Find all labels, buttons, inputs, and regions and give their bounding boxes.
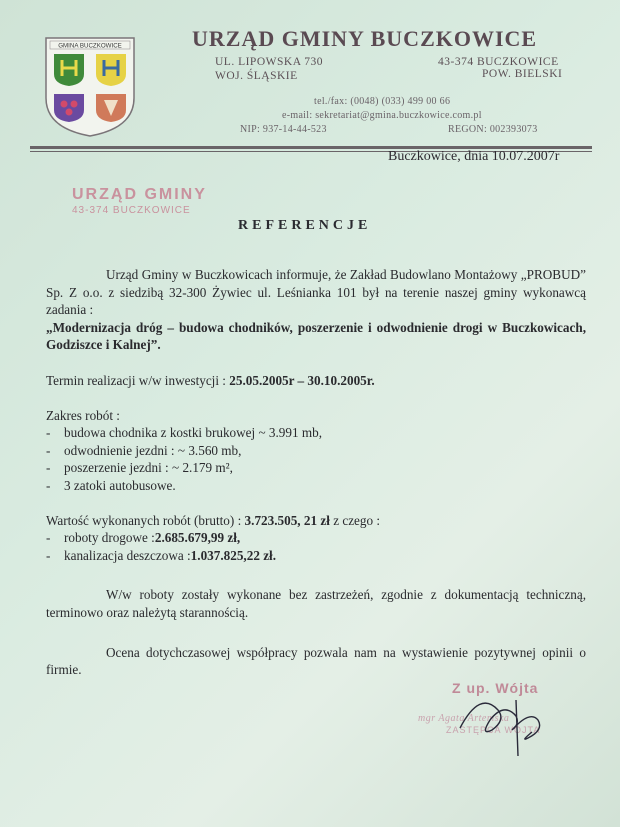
scope-item: 3 zatoki autobusowe. [64,477,176,493]
stamp-line-2: 43-374 BUCZKOWICE [72,205,191,216]
scope-label: Zakres robót : [46,407,120,423]
closing-paragraph-1: W/w roboty zostały wykonane bez zastrzeżeń, zgodnie z dokumentacją techniczną, terminowo oraz należytą starannością. [46,587,586,620]
list-item: - odwodnienie jezdni : ~ 3.560 mb, [46,442,242,458]
task-name: „Modernizacja dróg – budowa chodników, poszerzenie i odwodnienie drogi w Buczkowicach, Godziszce i Kalnej”. [46,319,586,353]
signatory-role: ZASTĘPCA WÓJTA [446,725,541,735]
address-street: UL. LIPOWSKA 730 [215,56,323,68]
list-item: - poszerzenie jezdni : ~ 2.179 m², [46,460,233,476]
signature-title: Z up. Wójta [452,680,539,696]
contact-phone: tel./fax: (0048) (033) 499 00 66 [314,96,451,107]
breakdown-label: kanalizacja deszczowa : [64,547,191,563]
breakdown-label: roboty drogowe : [64,530,155,546]
address-postal-city: 43-374 BUCZKOWICE [438,56,559,68]
term-value: 25.05.2005r – 30.10.2005r. [229,372,375,388]
municipality-crest-icon [44,36,136,138]
breakdown-amount: 2.685.679,99 zł, [154,530,241,546]
address-county: POW. BIELSKI [482,68,563,80]
office-stamp [72,186,207,216]
document-heading: REFERENCJE [238,218,372,233]
crest-label: GMINA BUCZKOWICE [58,42,122,50]
document-date: Buczkowice, dnia 10.07.2007r [388,149,560,164]
list-item: - 3 zatoki autobusowe. [46,477,176,493]
term-label: Termin realizacji w/w inwestycji : [46,372,230,388]
scope-item: budowa chodnika z kostki brukowej ~ 3.991 mb, [64,425,323,441]
scope-item: odwodnienie jezdni : ~ 3.560 mb, [64,442,242,458]
intro-paragraph: Urząd Gminy w Buczkowicach informuje, że Zakład Budowlano Montażowy „PROBUD” Sp. Z o.o. z siedzibą 32-300 Żywiec ul. Leśnianka 101 był na terenie naszej gminy wykonawcą zadania : [46,267,586,318]
handwritten-signature-icon [420,680,600,760]
breakdown-amount: 1.037.825,22 zł. [190,547,277,563]
value-suffix: z czego : [329,512,381,528]
list-item: - roboty drogowe : 2.685.679,99 zł, [46,530,241,546]
list-item: - budowa chodnika z kostki brukowej ~ 3.991 mb, [46,425,323,441]
signatory-name: mgr Agata Artemska [418,713,510,724]
regon-number: REGON: 002393073 [448,124,538,135]
tax-id-nip: NIP: 937-14-44-523 [240,124,327,135]
stamp-line-1: URZĄD GMINY [72,186,207,203]
value-amount: 3.723.505, 21 zł [244,512,330,528]
scope-item: poszerzenie jezdni : ~ 2.179 m², [64,460,233,476]
term-line [46,372,586,390]
contact-email: e-mail: sekretariat@gmina.buczkowice.com.pl [282,110,482,121]
organization-title: URZĄD GMINY BUCZKOWICE [192,26,538,51]
letter-body [46,266,586,679]
value-line [46,512,586,530]
list-item: - kanalizacja deszczowa : 1.037.825,22 zł. [46,547,277,563]
address-voivodeship: WOJ. ŚLĄSKIE [215,70,298,82]
closing-paragraph-2: Ocena dotychczasowej współpracy pozwala nam na wystawienie pozytywnej opinii o firmie. [46,644,586,678]
value-label: Wartość wykonanych robót (brutto) : [46,512,245,528]
